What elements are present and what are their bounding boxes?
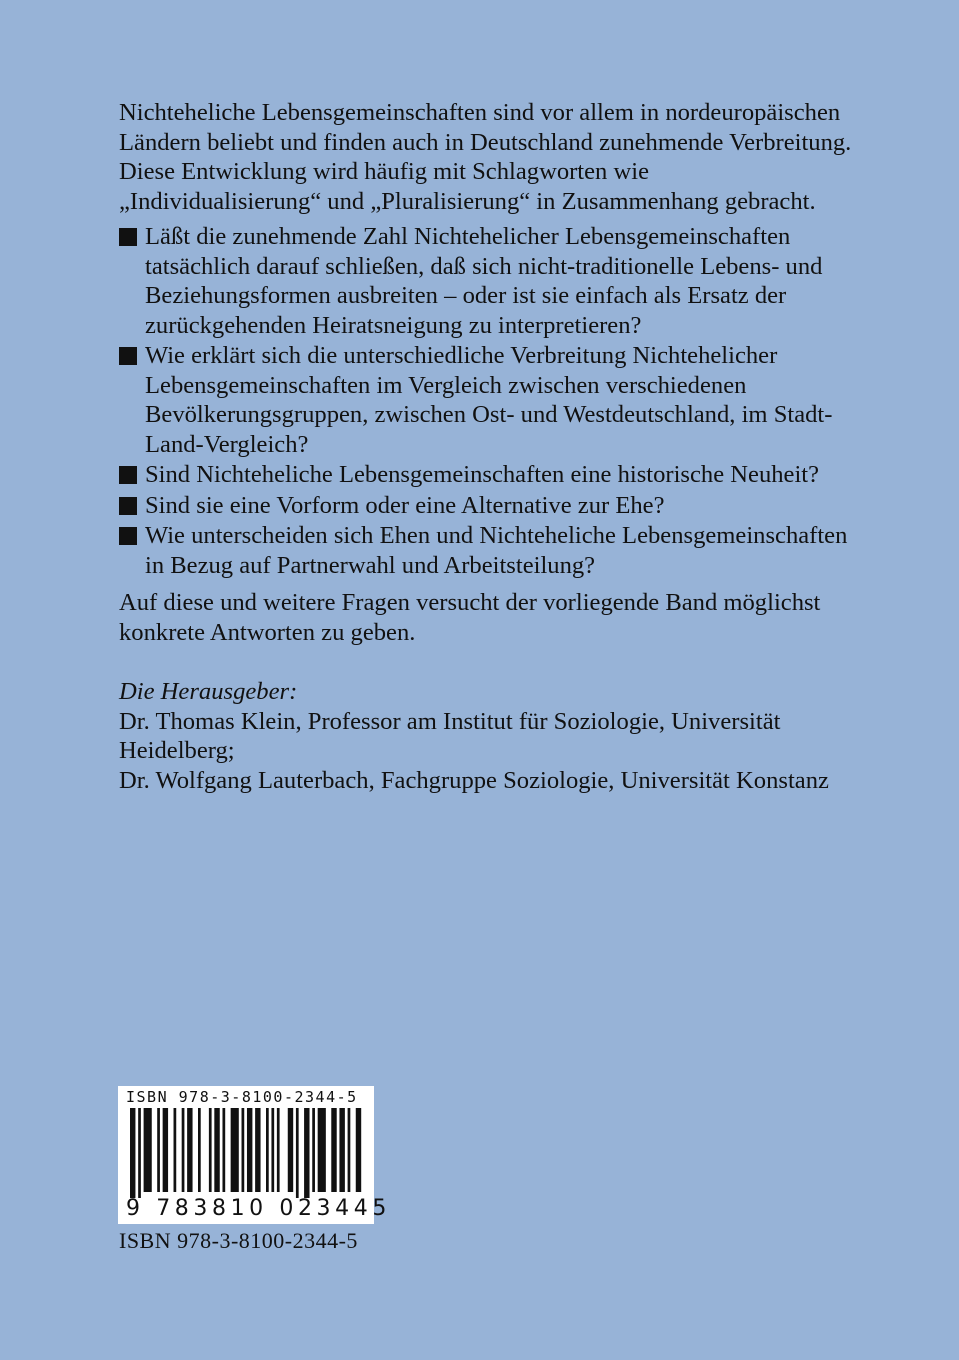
closing-paragraph: Auf diese und weitere Fragen versucht der vorliegende Band möglichst konkrete Antworten zu geben. [119, 589, 821, 646]
barcode-bar [348, 1108, 351, 1192]
list-item [119, 341, 853, 459]
barcode-bar [174, 1108, 177, 1192]
barcode-bar [182, 1108, 185, 1192]
barcode-bar [163, 1108, 168, 1192]
barcode-bar [130, 1108, 135, 1198]
editors-heading: Die Herausgeber: [119, 678, 298, 705]
barcode-bar [198, 1108, 201, 1192]
list-item [119, 222, 853, 340]
barcode-bar [138, 1108, 141, 1198]
editor-entry: Dr. Wolfgang Lauterbach, Fachgruppe Soziologie, Universität Konstanz [119, 766, 829, 794]
question-text: Wie erklärt sich die unterschiedliche Verbreitung Nichtehelicher Lebensgemeinschaften im Vergleich zwischen verschiedenen Bevölkerungsgruppen, zwischen Ost- und Westdeutschland, im Stadt-Land-Vergleich? [145, 342, 833, 458]
back-cover-text [119, 98, 853, 795]
list-item [119, 521, 853, 580]
question-text: Sind sie eine Vorform oder eine Alternative zur Ehe? [145, 491, 665, 519]
barcode-bar [304, 1108, 309, 1198]
barcode [118, 1086, 391, 1224]
barcode-isbn-label: ISBN 978-3-8100-2344-5 [126, 1088, 358, 1106]
question-text: Wie unterscheiden sich Ehen und Nichteheliche Lebensgemeinschaften in Bezug auf Partnerwahl und Arbeitsteilung? [145, 522, 848, 579]
barcode-bar [209, 1108, 212, 1192]
list-item [119, 460, 853, 490]
bullet-square-icon [119, 466, 137, 484]
barcode-bar [356, 1108, 361, 1192]
barcode-bar [242, 1108, 245, 1192]
barcode-bar [318, 1108, 326, 1192]
barcode-bar [222, 1108, 225, 1192]
barcode-bar [187, 1108, 192, 1192]
barcode-bar [296, 1108, 299, 1198]
bullet-square-icon [119, 527, 137, 545]
barcode-bar [331, 1108, 336, 1192]
isbn-text: ISBN 978-3-8100-2344-5 [119, 1228, 358, 1253]
intro-paragraph: Nichteheliche Lebensgemeinschaften sind vor allem in nordeuropäischen Ländern beliebt und finden auch in Deutschland zunehmende Verbreitung. Diese Entwicklung wird häufig mit Schlagworten wie „Individualisierung“ und „Pluralisierung“ in Zusammenhang gebracht. [119, 99, 852, 215]
question-text: Sind Nichteheliche Lebensgemeinschaften eine historische Neuheit? [145, 461, 820, 488]
barcode-digits: 9 783810 023445 [126, 1196, 391, 1221]
bullet-square-icon [119, 347, 137, 365]
question-list [119, 222, 853, 580]
barcode-bar [271, 1108, 274, 1192]
bullet-square-icon [119, 497, 137, 515]
barcode-bar [247, 1108, 252, 1192]
list-item [119, 491, 853, 521]
bullet-square-icon [119, 228, 137, 246]
editors-section [119, 677, 853, 795]
barcode-bar [157, 1108, 160, 1192]
barcode-bar [312, 1108, 315, 1192]
barcode-bar [288, 1108, 293, 1192]
barcode-bar [339, 1108, 344, 1192]
question-text: Läßt die zunehmende Zahl Nichtehelicher Lebensgemeinschaften tatsächlich darauf schließen, daß sich nicht-traditionelle Lebens- und Beziehungsformen ausbreiten – oder ist sie einfach als Ersatz der zurückgehenden Heiratsneigung zu interpretieren? [145, 223, 823, 339]
barcode-bar [231, 1108, 239, 1192]
barcode-bar [266, 1108, 269, 1192]
barcode-bar [144, 1108, 152, 1192]
barcode-bars-icon [118, 1108, 374, 1198]
barcode-bar [277, 1108, 280, 1192]
editor-entry: Dr. Thomas Klein, Professor am Institut für Soziologie, Universität Heidelberg; [119, 707, 781, 764]
barcode-bar [255, 1108, 260, 1192]
barcode-bar [214, 1108, 219, 1192]
